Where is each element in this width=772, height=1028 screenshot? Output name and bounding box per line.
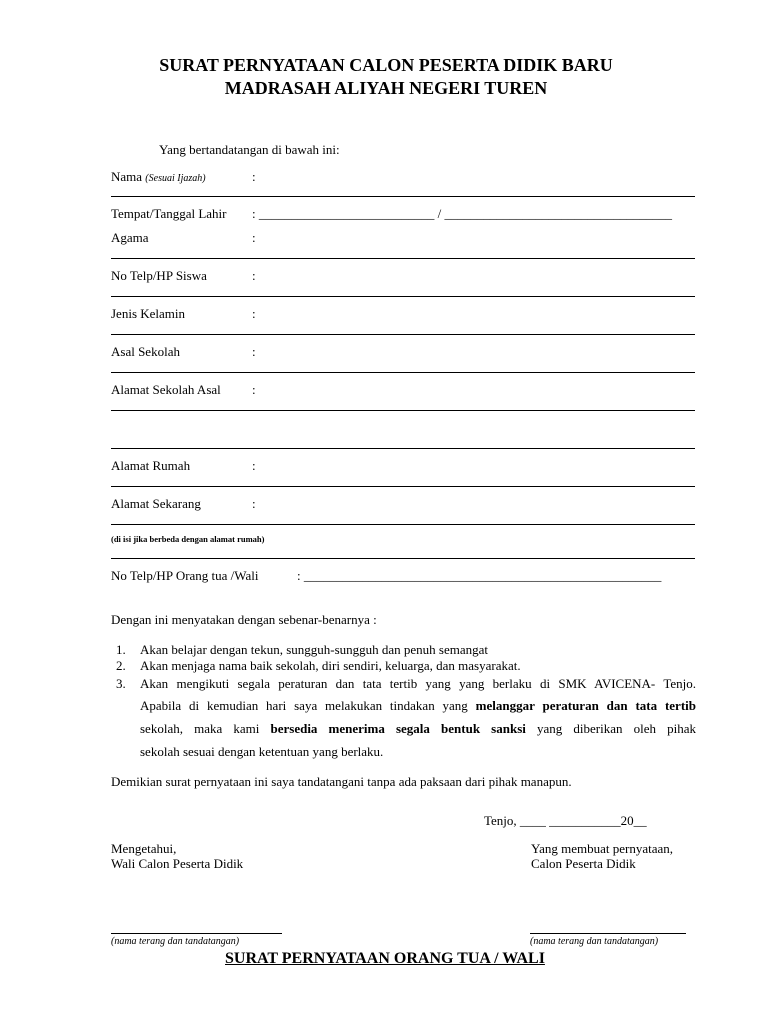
left-sign-line1: Mengetahui, [111,841,177,856]
nama-input-line[interactable] [111,196,695,197]
alamat-sekolah-input-line-2[interactable] [111,448,695,449]
agama-input-line[interactable] [111,258,695,259]
right-sign-line1: Yang membuat pernyataan, [531,841,674,856]
nama-label-text: Nama [111,169,143,184]
left-sign-line2: Wali Calon Peserta Didik [111,856,244,871]
list-item-text: Akan menjaga nama baik sekolah, diri sendiri, keluarga, dan masyarakat. [140,658,521,673]
item3-line3-bold: bersedia menerima segala bentuk sanksi [270,721,526,736]
list-item-text: Akan belajar dengan tekun, sungguh-sungguh dan penuh semangat [140,642,489,657]
document-title-line1: SURAT PERNYATAAN CALON PESERTA DIDIK BARU [159,55,613,75]
list-item-number: 2. [116,658,126,673]
jk-colon: : [252,306,256,321]
item3-line3-text-a: sekolah, maka kami [140,721,271,736]
nama-note: (Sesuai Ijazah) [145,173,206,184]
place-date[interactable]: Tenjo, ____ ___________20__ [484,813,647,828]
alamat-rumah-input-line[interactable] [111,486,695,487]
jk-input-line[interactable] [111,334,695,335]
right-sign-line2: Calon Peserta Didik [531,856,636,871]
telp-siswa-colon: : [252,268,256,283]
item3-line3-text-c: yang diberikan oleh pihak [525,721,696,736]
asal-sekolah-label: Asal Sekolah [111,344,180,359]
item3-line4: sekolah sesuai dengan ketentuan yang berlaku. [140,744,384,759]
agama-label: Agama [111,230,149,245]
asal-sekolah-colon: : [252,344,256,359]
item3-line3 [140,721,696,737]
list-item-text: Akan mengikuti segala peraturan dan tata tertib yang yang berlaku di SMK AVICENA- Tenjo. [140,676,696,691]
footer-title: SURAT PERNYATAAN ORANG TUA / WALI [225,950,545,967]
nama-colon: : [252,169,256,184]
statement-lead: Dengan ini menyatakan dengan sebenar-benarnya : [111,612,377,627]
left-signature-line[interactable] [111,933,282,934]
alamat-sekarang-note: (di isi jika berbeda dengan alamat rumah) [111,534,265,544]
alamat-sekolah-colon: : [252,382,256,397]
alamat-sekolah-label: Alamat Sekolah Asal [111,382,221,397]
right-sign-note: (nama terang dan tandatangan) [530,936,659,947]
item3-line2-text: Apabila di kemudian hari saya melakukan tindakan yang [140,698,476,713]
alamat-sekarang-input-line-2[interactable] [111,558,695,559]
item3-line2 [140,698,696,714]
asal-sekolah-input-line[interactable] [111,372,695,373]
alamat-sekarang-colon: : [252,496,256,511]
left-sign-note: (nama terang dan tandatangan) [111,936,240,947]
item3-line2-bold: melanggar peraturan dan tata tertib [475,698,696,713]
ttl-input[interactable]: : ___________________________ / ___________________________________ [252,206,672,221]
alamat-rumah-colon: : [252,458,256,473]
intro-text: Yang bertandatangan di bawah ini: [159,142,340,157]
document-title-line2: MADRASAH ALIYAH NEGERI TUREN [224,78,548,98]
telp-ortu-input[interactable]: : _______________________________________________________ [297,568,662,583]
telp-siswa-input-line[interactable] [111,296,695,297]
alamat-rumah-label: Alamat Rumah [111,458,191,473]
ttl-label: Tempat/Tanggal Lahir [111,206,227,221]
jk-label: Jenis Kelamin [111,306,186,321]
nama-label [111,169,206,185]
alamat-sekarang-label: Alamat Sekarang [111,496,201,511]
right-signature-line[interactable] [530,933,686,934]
telp-siswa-label: No Telp/HP Siswa [111,268,207,283]
closing-text: Demikian surat pernyataan ini saya tandatangani tanpa ada paksaan dari pihak manapun. [111,774,572,789]
list-item-number: 3. [116,676,126,691]
list-item-number: 1. [116,642,126,657]
telp-ortu-label: No Telp/HP Orang tua /Wali [111,568,259,583]
agama-colon: : [252,230,256,245]
alamat-sekolah-input-line-1[interactable] [111,410,695,411]
alamat-sekarang-input-line-1[interactable] [111,524,695,525]
